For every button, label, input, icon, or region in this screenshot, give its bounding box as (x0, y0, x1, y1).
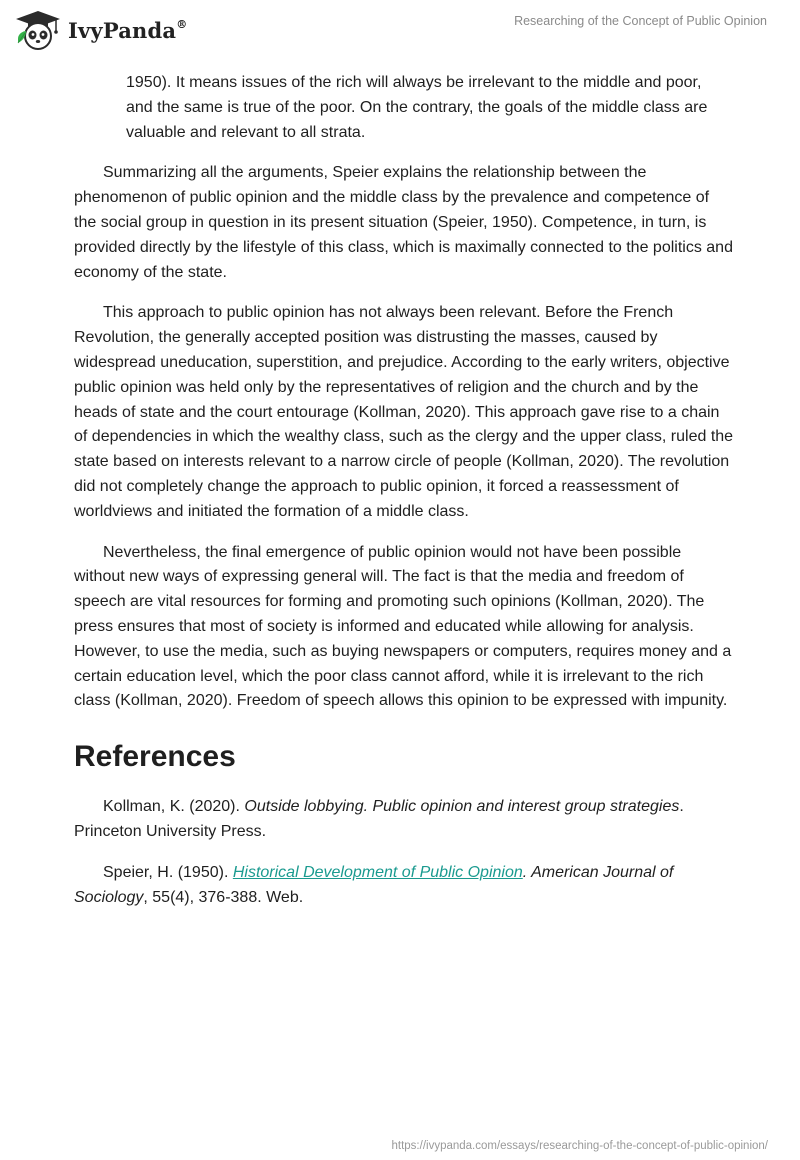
ref1-author: Kollman, K. (2020). (103, 798, 245, 816)
ref1-publisher: . Princeton University Press. (74, 798, 684, 840)
ref2-separator: . (522, 863, 532, 881)
registered-mark: ® (176, 17, 188, 31)
source-url[interactable]: https://ivypanda.com/essays/researching-of-the-concept-of-public-opinion/ (391, 1140, 768, 1152)
page-header (0, 0, 800, 60)
paragraph-2: This approach to public opinion has not always been relevant. Before the French Revolution, the generally accepted position was distrusting the masses, caused by widespread uneducation, superstition, and prejudice. According to the early writers, objective public opinion was held only by the representatives of religion and the church and by the heads of state and the court entourage (Kollman, 2020). This approach gave rise to a chain of dependencies in which the wealthy class, such as the clergy and the upper class, ruled the state based on interests relevant to a narrow circle of people (Kollman, 2020). The revolution did not completely change the approach to public opinion, it forced a reassessment of worldviews and initiated the formation of a middle class. (74, 304, 734, 520)
block-quote: 1950). It means issues of the rich will always be irrelevant to the middle and poor, and the same is true of the poor. On the contrary, the goals of the middle class are valuable and relevant to all strata. (126, 74, 708, 141)
reference-kollman (74, 795, 734, 845)
panda-graduate-icon (14, 9, 62, 51)
ivypanda-logo[interactable] (14, 9, 187, 51)
ref2-article-link[interactable]: Historical Development of Public Opinion (232, 863, 523, 881)
ref2-details: , 55(4), 376-388. Web. (143, 888, 304, 906)
document-title: Researching of the Concept of Public Opinion (514, 14, 767, 28)
brand-name (68, 18, 187, 43)
paragraph-3: Nevertheless, the final emergence of public opinion would not have been possible without new ways of expressing general will. The fact is that the media and freedom of speech are vital resources for forming and promoting such opinions (Kollman, 2020). The press ensures that most of society is informed and educated while allowing for analysis. However, to use the media, such as buying newspapers or computers, requires money and a certain education level, which the poor class cannot afford, while it is irrelevant to the rich class (Kollman, 2020). Freedom of speech allows this opinion to be expressed with impunity. (74, 543, 732, 710)
brand-text: IvyPanda (68, 17, 177, 43)
paragraph-1: Summarizing all the arguments, Speier explains the relationship between the phenomenon of public opinion and the middle class by the prevalence and competence of the social group in question in its present situation (Speier, 1950). Competence, in turn, is provided directly by the lifestyle of this class, which is maximally connected to the politics and economy of the state. (74, 164, 733, 281)
reference-speier (74, 861, 734, 911)
ref2-journal: American Journal of Sociology (74, 863, 674, 906)
references-heading: References (74, 740, 236, 774)
essay-body (74, 71, 734, 926)
ref1-title: Outside lobbying. Public opinion and interest group strategies (244, 798, 680, 816)
ref2-author: Speier, H. (1950). (103, 863, 233, 881)
